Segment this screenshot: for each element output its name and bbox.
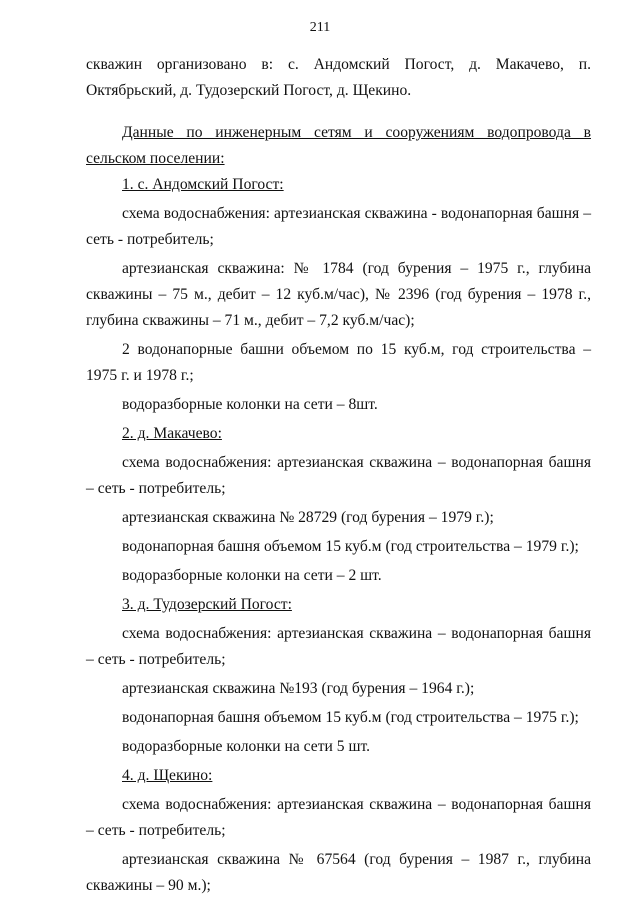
- document-body: [86, 52, 591, 899]
- list-item: водоразборные колонки на сети – 2 шт.: [122, 567, 382, 584]
- list-item: водонапорная башня объемом 15 куб.м (год строительства – 1975 г.);: [122, 709, 579, 726]
- settlement-title-text: 2. д. Макачево:: [122, 425, 222, 442]
- intro-paragraph: скважин организовано в: с. Андомский Погост, д. Макачево, п. Октябрьский, д. Тудозерский Погост, д. Щекино.: [86, 56, 591, 99]
- list-item: схема водоснабжения: артезианская скважина – водонапорная башня – сеть - потребитель;: [86, 625, 591, 668]
- settlement-title-text: 3. д. Тудозерский Погост:: [122, 596, 292, 613]
- page-number: 211: [309, 20, 331, 35]
- list-item: артезианская скважина: № 1784 (год бурения – 1975 г., глубина скважины – 75 м., дебит – 12 куб.м/час), № 2396 (год бурения – 1978 г., глубина скважины – 71 м., дебит – 7,2 куб.м/час);: [86, 260, 591, 329]
- settlement-title: [86, 172, 591, 198]
- list-item: водоразборные колонки на сети – 8шт.: [122, 396, 378, 413]
- list-item: артезианская скважина № 67564 (год бурения – 1987 г., глубина скважины – 90 м.);: [86, 851, 591, 894]
- list-item: водоразборные колонки на сети 5 шт.: [122, 738, 370, 755]
- list-item: схема водоснабжения: артезианская скважина – водонапорная башня – сеть - потребитель;: [86, 454, 591, 497]
- list-item: водонапорная башня объемом 15 куб.м (год строительства – 1979 г.);: [122, 538, 579, 555]
- list-item: схема водоснабжения: артезианская скважина – водонапорная башня – сеть - потребитель;: [86, 796, 591, 839]
- list-item: артезианская скважина № 28729 (год бурения – 1979 г.);: [122, 509, 494, 526]
- section-heading: [86, 120, 591, 172]
- settlement-title-text: 4. д. Щекино:: [122, 767, 213, 784]
- list-item: 2 водонапорные башни объемом по 15 куб.м, год строительства – 1975 г. и 1978 г.;: [86, 341, 591, 384]
- settlement-title-text: 1. с. Андомский Погост:: [122, 176, 284, 193]
- settlement-title: [86, 592, 591, 618]
- list-item: артезианская скважина №193 (год бурения – 1964 г.);: [122, 680, 475, 697]
- section-heading-text: Данные по инженерным сетям и сооружениям водопровода в сельском поселении:: [86, 124, 591, 167]
- list-item: схема водоснабжения: артезианская скважина - водонапорная башня – сеть - потребитель;: [86, 205, 591, 248]
- settlement-title: [86, 763, 591, 789]
- settlement-title: [86, 421, 591, 447]
